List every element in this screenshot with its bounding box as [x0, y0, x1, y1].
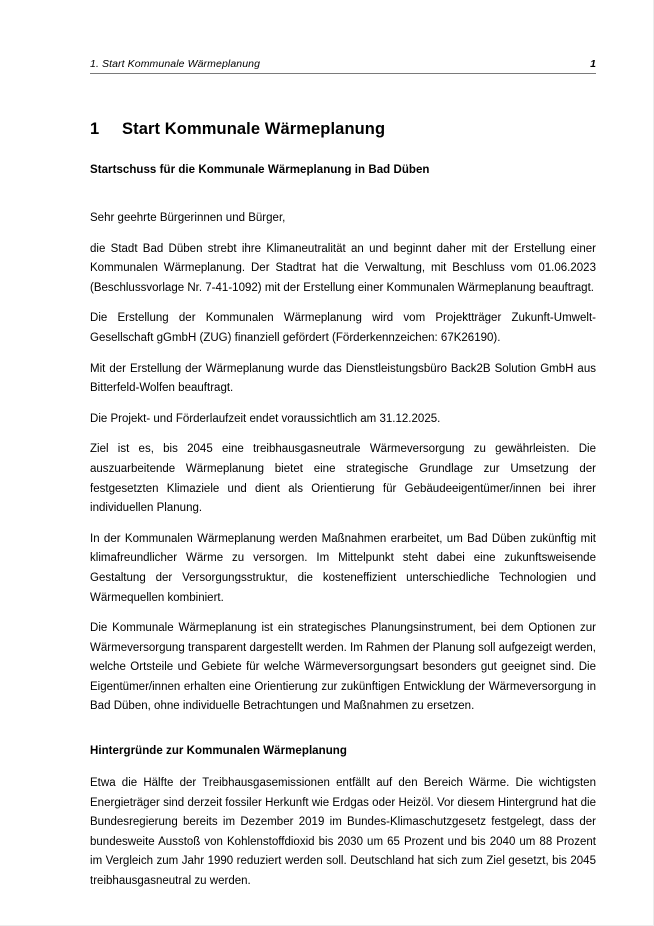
document-body	[90, 118, 596, 892]
paragraph-3: Mit der Erstellung der Wärmeplanung wurde das Dienstleistungsbüro Back2B Solution GmbH aus Bitterfeld-Wolfen beauftragt.	[90, 362, 596, 395]
chapter-title-text: Start Kommunale Wärmeplanung	[122, 120, 386, 138]
paragraph-salutation: Sehr geehrte Bürgerinnen und Bürger,	[90, 212, 286, 224]
paragraph-2: Die Erstellung der Kommunalen Wärmeplanung wird vom Projektträger Zukunft-Umwelt-Gesellschaft gGmbH (ZUG) finanziell gefördert (Förderkennzeichen: 67K26190).	[90, 312, 596, 344]
page-number: 1	[590, 58, 596, 70]
running-header	[90, 58, 596, 74]
paragraph-7: Die Kommunale Wärmeplanung ist ein strategisches Planungsinstrument, bei dem Optionen zur Wärmeversorgung transparent dargestellt werden. Im Rahmen der Planung soll aufgezeigt werden, welche Ortsteile und Gebiete für welche Wärmeversorgungsart besonders gut geeignet sind. Die Eigentümer/innen erhalten eine Orientierung zur zukünftigen Entwicklung der Wärmeversorgung in Bad Düben, ohne individuelle Betrachtungen und Maßnahmen zu ersetzen.	[90, 622, 596, 713]
paragraph-5: Ziel ist es, bis 2045 eine treibhausgasneutrale Wärmeversorgung zu gewährleisten. Die auszuarbeitende Wärmeplanung bietet eine strategische Grundlage zur Umsetzung der festgesetzten Klimaziele und dient als Orientierung für Gebäudeeigentümer/innen bei ihrer individuellen Planung.	[90, 443, 596, 515]
section-heading-hintergruende: Hintergründe zur Kommunalen Wärmeplanung	[90, 745, 347, 758]
chapter-number: 1	[90, 120, 100, 138]
paragraph-1: die Stadt Bad Düben strebt ihre Klimaneutralität an und beginnt daher mit der Erstellung einer Kommunalen Wärmeplanung. Der Stadtrat hat die Verwaltung, mit Beschluss vom 01.06.2023 (Beschlussvorlage Nr. 7-41-1092) mit der Erstellung einer Kommunalen Wärmeplanung beauftragt.	[90, 242, 596, 294]
paragraph-6: In der Kommunalen Wärmeplanung werden Maßnahmen erarbeitet, um Bad Düben zukünftig mit klimafreundlicher Wärme zu versorgen. Im Mittelpunkt steht dabei eine zukunftsweisende Gestaltung der Versorgungsstruktur, die kosteneffizient unterschiedliche Technologien und Wärmequellen kombiniert.	[90, 532, 596, 604]
paragraph-8: Etwa die Hälfte der Treibhausgasemissionen entfällt auf den Bereich Wärme. Die wichtigsten Energieträger sind derzeit fossiler Herkunft wie Erdgas oder Heizöl. Vor diesem Hintergrund hat die Bundesregierung bereits im Dezember 2019 im Bundes-Klimaschutzgesetz festgelegt, dass der bundesweite Ausstoß von Kohlenstoffdioxid bis 2030 um 65 Prozent und bis 2040 um 88 Prozent im Vergleich zum Jahr 1990 reduziert werden soll. Deutschland hat sich zum Ziel gesetzt, bis 2045 treibhausgasneutral zu werden.	[90, 777, 596, 888]
chapter-heading	[90, 118, 596, 140]
paragraph-4: Die Projekt- und Förderlaufzeit endet voraussichtlich am 31.12.2025.	[90, 412, 441, 425]
running-header-title: 1. Start Kommunale Wärmeplanung	[90, 58, 261, 70]
section-heading-startschuss: Startschuss für die Kommunale Wärmeplanung in Bad Düben	[90, 164, 430, 176]
